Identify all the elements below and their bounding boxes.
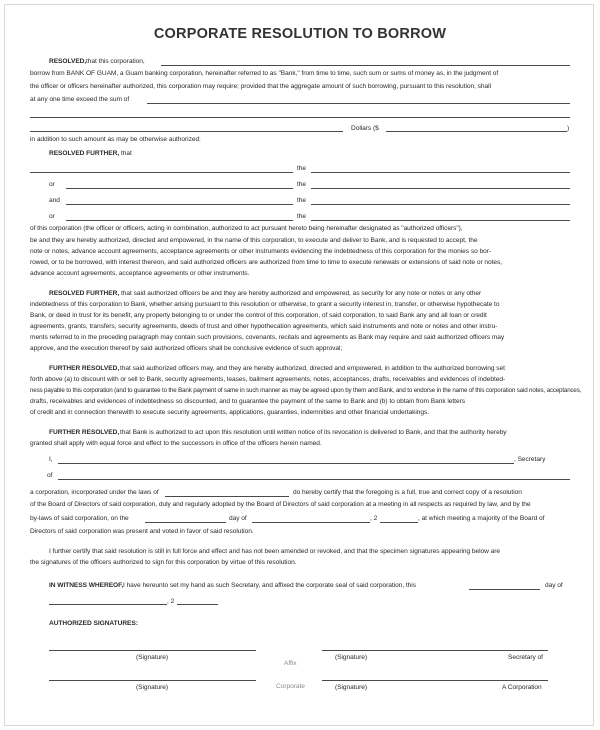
cert-line-5a: by-laws of said corporation, on the	[30, 515, 129, 522]
officer-title-field-4[interactable]	[311, 220, 570, 221]
witness-day-field[interactable]	[469, 589, 540, 590]
the-label-4: the	[297, 213, 307, 220]
signature-caption-2: (Signature)	[335, 654, 368, 661]
cert-line-7: I further certify that said resolution is still in full force and effect and has not been amended or revoked, and that the specimen signatures appearing below are	[49, 548, 501, 555]
dollars-label: Dollars ($	[351, 125, 379, 132]
cert-i-label: I,	[49, 456, 53, 463]
p3-line-1: that said authorized officers be and they are hereby authorized and empowered, as security for any note or notes or any other	[121, 290, 482, 297]
officer-title-field-3[interactable]	[311, 204, 570, 205]
p1-line-6: in addition to such amount as may be otherwise authorized:	[30, 136, 201, 143]
cert-corporation-field[interactable]	[58, 479, 570, 480]
p2-line-10: advance account agreements, acceptance agreements or other instruments.	[30, 270, 250, 277]
or-label-1: or	[49, 181, 55, 188]
p3-line-5: ments referred to in the preceding paragraph may contain such provisions, covenants, recitals and agreements as Bank may require and said authorized officers may	[30, 334, 505, 341]
signature-line-2[interactable]	[322, 650, 548, 651]
p4-line-4: drafts, receivables and evidences of indebtedness so discounted, and to guarantee the payment of the same to Bank and (b) to obtain from Bank letters	[30, 398, 465, 405]
amount-words-field-1[interactable]	[147, 103, 570, 104]
cert-line-4: of the Board of Directors of said corporation, duly and regularly adopted by the Board of Directors of said corporation at a meeting in all respects as required by law, and by the	[30, 501, 531, 508]
p2-line-6: of this corporation (the officer or officers, acting in combination, authorized to act pursuant hereto being hereinafter designated as "authorized officers"),	[30, 225, 463, 232]
affix-seal-label: Affix	[284, 660, 297, 667]
officer-name-field-4[interactable]	[66, 220, 293, 221]
p2-line-1: that	[121, 150, 132, 157]
p4-line-3: ness payable to this corporation (and to guarantee to the Bank payment of same in such manner as may be agreed upon by them and Bank, and to endorse in the name of this corporation said notes, acceptances,	[30, 387, 582, 394]
in-witness-heading: IN WITNESS WHEREOF,	[49, 582, 124, 589]
p3-line-3: Bank, or deed in trust for its benefit, any property belonging to or under the control of this corporation, of said corporation, to said Bank any and all loan or credit	[30, 312, 487, 319]
cert-line-6: Directors of said corporation was present and voted in favor of said resolution.	[30, 528, 254, 535]
secretary-label: , Secretary	[514, 456, 546, 463]
signature-caption-4: (Signature)	[335, 684, 368, 691]
cert-year-prefix: , 2	[370, 515, 378, 522]
p2-line-8: note or notes, advance account agreements, acceptance agreements or other instruments evidencing the indebtedness of this corporation for the monies so bor-	[30, 248, 491, 255]
corporate-seal-label: Corporate	[276, 683, 305, 690]
signature-caption-3: (Signature)	[136, 684, 169, 691]
signature-line-1[interactable]	[49, 650, 256, 651]
witness-month-field[interactable]	[49, 604, 167, 605]
officer-title-field-1[interactable]	[311, 172, 570, 173]
signature-caption-1: (Signature)	[136, 654, 169, 661]
meeting-day-field[interactable]	[145, 522, 226, 523]
witness-year-field[interactable]	[177, 604, 218, 605]
resolved-further-heading: RESOLVED FURTHER,	[49, 150, 120, 157]
dollars-close-paren: )	[567, 125, 570, 132]
cert-line-3b: do hereby certify that the foregoing is a full, true and correct copy of a resolution	[293, 489, 522, 496]
a-corporation-caption: A Corporation	[502, 684, 542, 691]
p4-line-1: that said authorized officers may, and they are hereby authorized, directed and empowered, in addition to the authorized borrowing set	[120, 365, 505, 372]
cert-line-8: the signatures of the officers authorized to sign for this corporation by virtue of this resolution.	[30, 559, 297, 566]
the-label-2: the	[297, 181, 307, 188]
witness-day-of-label: day of	[545, 582, 563, 589]
signature-line-4[interactable]	[322, 680, 548, 681]
and-label: and	[49, 197, 60, 204]
dollars-amount-field[interactable]	[386, 131, 567, 132]
the-label-3: the	[297, 197, 307, 204]
p4-line-2: forth above (a) to discount with or sell to Bank, security agreements, leases, bailment agreements, notes, acceptances, drafts, receivables and evidences of indebted-	[30, 376, 506, 383]
authorized-signatures-heading: AUTHORIZED SIGNATURES:	[49, 620, 138, 627]
officer-name-field-1[interactable]	[30, 172, 293, 173]
resolved-heading: RESOLVED,	[49, 58, 87, 65]
p5-line-2: granted shall apply with equal force and effect to the successors in office of the officers herein named.	[30, 440, 322, 447]
p3-line-2: indebtedness of this corporation to Bank, whether arising pursuant to this resolution or otherwise, to grant a security interest in, transfer, or otherwise hypothecate to	[30, 301, 500, 308]
p2-line-7: be and they are hereby authorized, directed and empowered, in the name of this corporation, to execute and deliver to Bank, and is requested to accept, the	[30, 237, 478, 244]
officer-name-field-2[interactable]	[66, 188, 293, 189]
amount-words-field-2[interactable]	[30, 117, 570, 118]
resolved-further-heading-2: RESOLVED FURTHER,	[49, 290, 120, 297]
p1-line-1: that this corporation,	[86, 58, 145, 65]
document-title: CORPORATE RESOLUTION TO BORROW	[153, 26, 447, 42]
p1-line-3: the officer or officers hereinafter authorized, this corporation may require; provided that the aggregate amount of such borrowing, pursuant to this resolution, shall	[30, 83, 491, 90]
p1-line-2: borrow from BANK OF GUAM, a Guam banking corporation, hereinafter referred to as "Bank," from time to time, such sum or sums of money as, in the judgment of	[30, 70, 499, 77]
officer-title-field-2[interactable]	[311, 188, 570, 189]
or-label-2: or	[49, 213, 55, 220]
the-label-1: the	[297, 165, 307, 172]
p2-line-9: rowed, or to be borrowed, with interest thereon, and said authorized officers are authorized from time to time to execute renewals or extensions of said note or notes,	[30, 259, 503, 266]
p4-line-5: of credit and in connection therewith to execute security agreements, applications, guaranties, indemnities and other financial undertakings.	[30, 409, 430, 416]
cert-line-5d: , at which meeting a majority of the Board of	[418, 515, 545, 522]
amount-words-field-3[interactable]	[30, 131, 343, 132]
secretary-of-caption: Secretary of	[508, 654, 543, 661]
cert-line-3a: a corporation, incorporated under the laws of	[30, 489, 159, 496]
p5-line-1: that Bank is authorized to act upon this resolution until written notice of its revocation is delivered to Bank, and that the authority hereby	[120, 429, 507, 436]
officer-name-field-3[interactable]	[66, 204, 293, 205]
further-resolved-heading: FURTHER RESOLVED,	[49, 365, 120, 372]
p1-line-4: at any one time exceed the sum of	[30, 96, 130, 103]
witness-line-1: I have hereunto set my hand as such Secretary, and affixed the corporate seal of said corporation, this	[123, 582, 416, 589]
signature-line-3[interactable]	[49, 680, 256, 681]
incorporation-state-field[interactable]	[165, 496, 289, 497]
meeting-month-field[interactable]	[252, 522, 370, 523]
witness-year-prefix: , 2	[167, 598, 175, 605]
corporation-name-field[interactable]	[161, 65, 570, 66]
p3-line-4: agreements, grants, transfers, security agreements, deeds of trust and other hypothecation agreements, which said instruments and note or notes and other instru-	[30, 323, 498, 330]
cert-of-label: of	[47, 472, 53, 479]
p3-line-6: approve, and the execution thereof by said authorized officers shall be conclusive evidence of such approval;	[30, 345, 343, 352]
meeting-year-field[interactable]	[380, 522, 418, 523]
cert-day-of-label: day of	[229, 515, 247, 522]
secretary-name-field[interactable]	[58, 463, 514, 464]
further-resolved-heading-2: FURTHER RESOLVED,	[49, 429, 120, 436]
